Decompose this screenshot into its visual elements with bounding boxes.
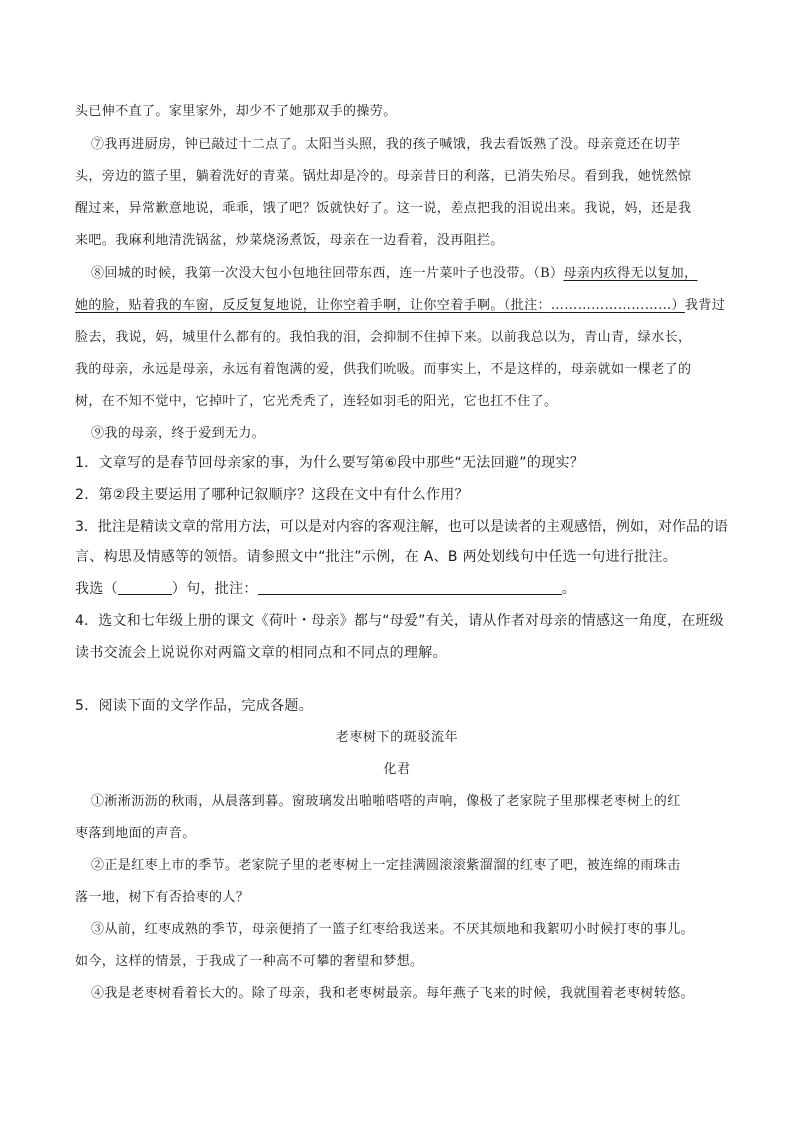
paragraph-8-line2 (75, 297, 725, 315)
paragraph-9: ⑨我的母亲，终于爱到无力。 (91, 426, 266, 441)
paragraph-8-line: 我的母亲，永远是母亲，永远有着饱满的爱，供我们吮吸。而事实上，不是这样的，母亲就如一棵老了的 (75, 362, 692, 377)
paragraph-7-line: 头，旁边的篮子里，躺着洗好的青菜。锅灶却是冷的。母亲昔日的利落，已消失殆尽。看到我，她恍然惊 (75, 169, 692, 184)
annotation-blank[interactable] (258, 581, 562, 595)
question-1: 1．文章写的是春节回母亲家的事，为什么要写第⑥段中那些“无法回避”的现实？ (75, 455, 585, 471)
paragraph-7-line: 醒过来，异常歉意地说，乖乖，饿了吧？饭就快好了。这一说，差点把我的泪说出来。我说，妈，还是我 (75, 201, 692, 216)
p2-paragraph-2-line: ②正是红枣上市的季节。老家院子里的老枣树上一定挂满圆滚滚紫溜溜的红枣了吧，被连绵的雨珠击 (91, 858, 681, 873)
paragraph-8-line: 树，在不知不觉中，它掉叶了，它光秃秃了，连轻如羽毛的阳光，它也扛不住了。 (75, 394, 558, 409)
question-3-answer-line (75, 580, 576, 598)
paragraph-7-line: 来吧。我麻利地清洗锅盆，炒菜烧汤煮饭，母亲在一边看着，没再阻拦。 (75, 233, 504, 248)
answer-prefix: 我选（ (75, 581, 118, 597)
question-5: 5．阅读下面的文学作品，完成各题。 (75, 698, 314, 714)
question-4-line2: 读书交流会上说说你对两篇文章的相同点和不同点的理解。 (75, 645, 447, 661)
p2-paragraph-2-line: 落一地，树下有否拾枣的人？ (75, 890, 250, 905)
underlined-sentence-b-cont: 她的脸，贴着我的车窗，反反复复地说，让你空着手啊，让你空着手啊。（批注： (75, 298, 551, 313)
paragraph-8-line: 脸去，我说，妈，城里什么都有的。我怕我的泪，会抑制不住掉下来。以前我总以为，青山青，绿水长， (75, 330, 692, 345)
passage-author: 化君 (383, 762, 411, 777)
underlined-sentence-b: 母亲内疚得无以复加， (563, 266, 698, 281)
paragraph-6-tail: 头已伸不直了。家里家外，却少不了她那双手的操劳。 (75, 104, 397, 119)
p2-paragraph-1-line: 枣落到地面的声音。 (75, 826, 196, 841)
question-3-line1: 3．批注是精读文章的常用方法，可以是对内容的客观注解，也可以是读者的主观感悟，例如，对作品的语 (75, 519, 728, 535)
question-2: 2．第②段主要运用了哪种记叙顺序？这段在文中有什么作用？ (75, 487, 469, 503)
p2-paragraph-3-line: ③从前，红枣成熟的季节，母亲便捎了一篮子红枣给我送来。不厌其烦地和我絮叨小时候打枣的事儿。 (91, 922, 695, 937)
annotation-dots: ……………………… (550, 298, 672, 313)
answer-end: 。 (561, 581, 577, 597)
annotation-close: ） (671, 298, 685, 313)
question-3-line2: 言、构思及情感等的领悟。请参照文中“批注”示例，在 A、B 两处划线句中任选一句进行批注。 (75, 549, 678, 565)
answer-mid: ）句，批注： (171, 581, 258, 597)
paragraph-8-line1 (91, 265, 697, 283)
question-4-line1: 4．选文和七年级上册的课文《荷叶・母亲》都与“母爱”有关，请从作者对母亲的情感这一角度，在班级 (75, 613, 724, 629)
p2-paragraph-4-line: ④我是老枣树看着长大的。除了母亲，我和老枣树最亲。每年燕子飞来的时候，我就围着老枣树转悠。 (91, 986, 695, 1001)
paragraph-8-text: 我背过 (684, 298, 726, 313)
sentence-choice-blank[interactable] (118, 581, 172, 595)
passage-title: 老枣树下的斑驳流年 (335, 730, 459, 745)
p2-paragraph-3-line: 如今，这样的情景，于我成了一种高不可攀的奢望和梦想。 (75, 954, 424, 969)
paragraph-8-text: ⑧回城的时候，我第一次没大包小包地往回带东西，连一片菜叶子也没带。（B） (91, 266, 564, 281)
p2-paragraph-1-line: ①淅淅沥沥的秋雨，从晨落到暮。窗玻璃发出啪啪嗒嗒的声响，像极了老家院子里那棵老枣树上的红 (91, 794, 681, 809)
paragraph-7-line: ⑦我再进厨房，钟已敲过十二点了。太阳当头照，我的孩子喊饿，我去看饭熟了没。母亲竟还在切芋 (91, 137, 681, 152)
